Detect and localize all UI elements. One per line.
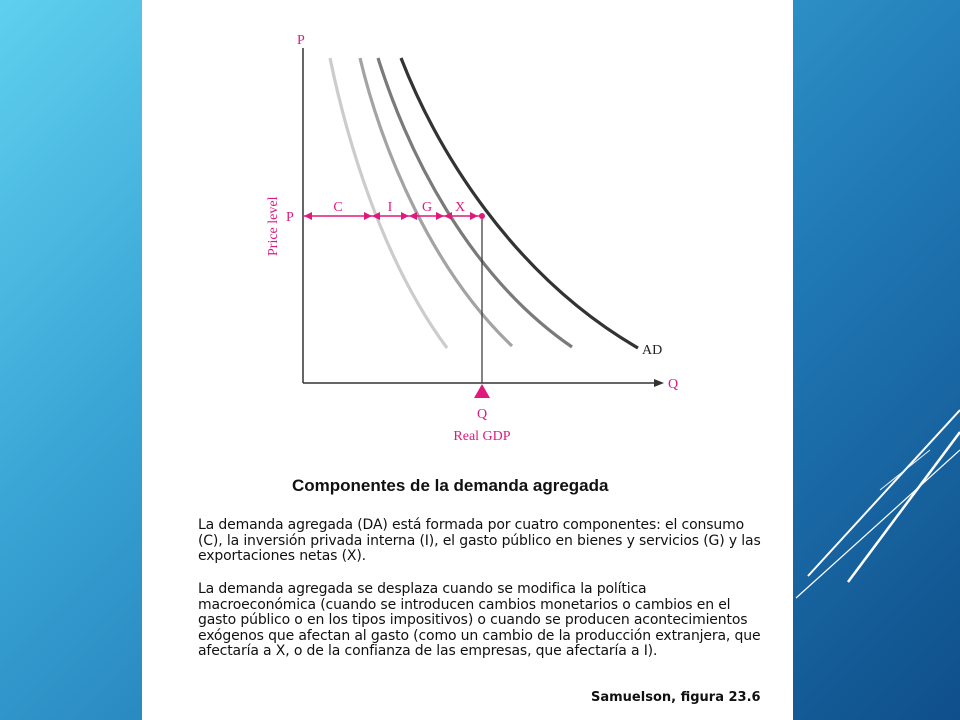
q-marker-triangle (474, 384, 490, 398)
caption-paragraph: La demanda agregada (DA) está formada por cuatro componentes: el consumo (C), la inversión privada interna (I), el gasto público en bienes y servicios (G) y las exportaciones netas (X). (198, 517, 761, 564)
caption-title: Componentes de la demanda agregada (292, 476, 609, 495)
quantity-mark: Q (476, 407, 488, 422)
label-g: G (421, 200, 433, 215)
curve-c-plus-i (360, 58, 512, 346)
curve-label-ad: AD (642, 343, 663, 358)
y-axis-letter: P (297, 33, 305, 48)
source-credit: Samuelson, figura 23.6 (591, 690, 761, 705)
label-x: X (454, 200, 466, 215)
deco-line (808, 410, 960, 576)
label-c: C (333, 200, 343, 215)
x-axis-letter: Q (668, 377, 679, 392)
deco-line (796, 450, 960, 598)
content-panel (142, 0, 793, 720)
y-axis-label: Price level (266, 196, 281, 256)
aggregate-demand-diagram (142, 0, 793, 460)
price-mark: P (286, 210, 294, 225)
label-i: I (387, 200, 393, 215)
x-axis-label: Real GDP (453, 429, 511, 444)
x-axis-arrowhead (654, 379, 664, 387)
deco-line (848, 432, 960, 582)
caption-paragraph: La demanda agregada se desplaza cuando se modifica la política macroeconómica (cuando se introducen cambios monetarios o cambios en el gasto público o en los tipos impositivos) o cuando se producen acontecimientos exógenos que afectan al gasto (como un cambio de la producción extranjera, que afectaría a X, o de la confianza de las empresas, que afectaría a I). (198, 581, 761, 659)
